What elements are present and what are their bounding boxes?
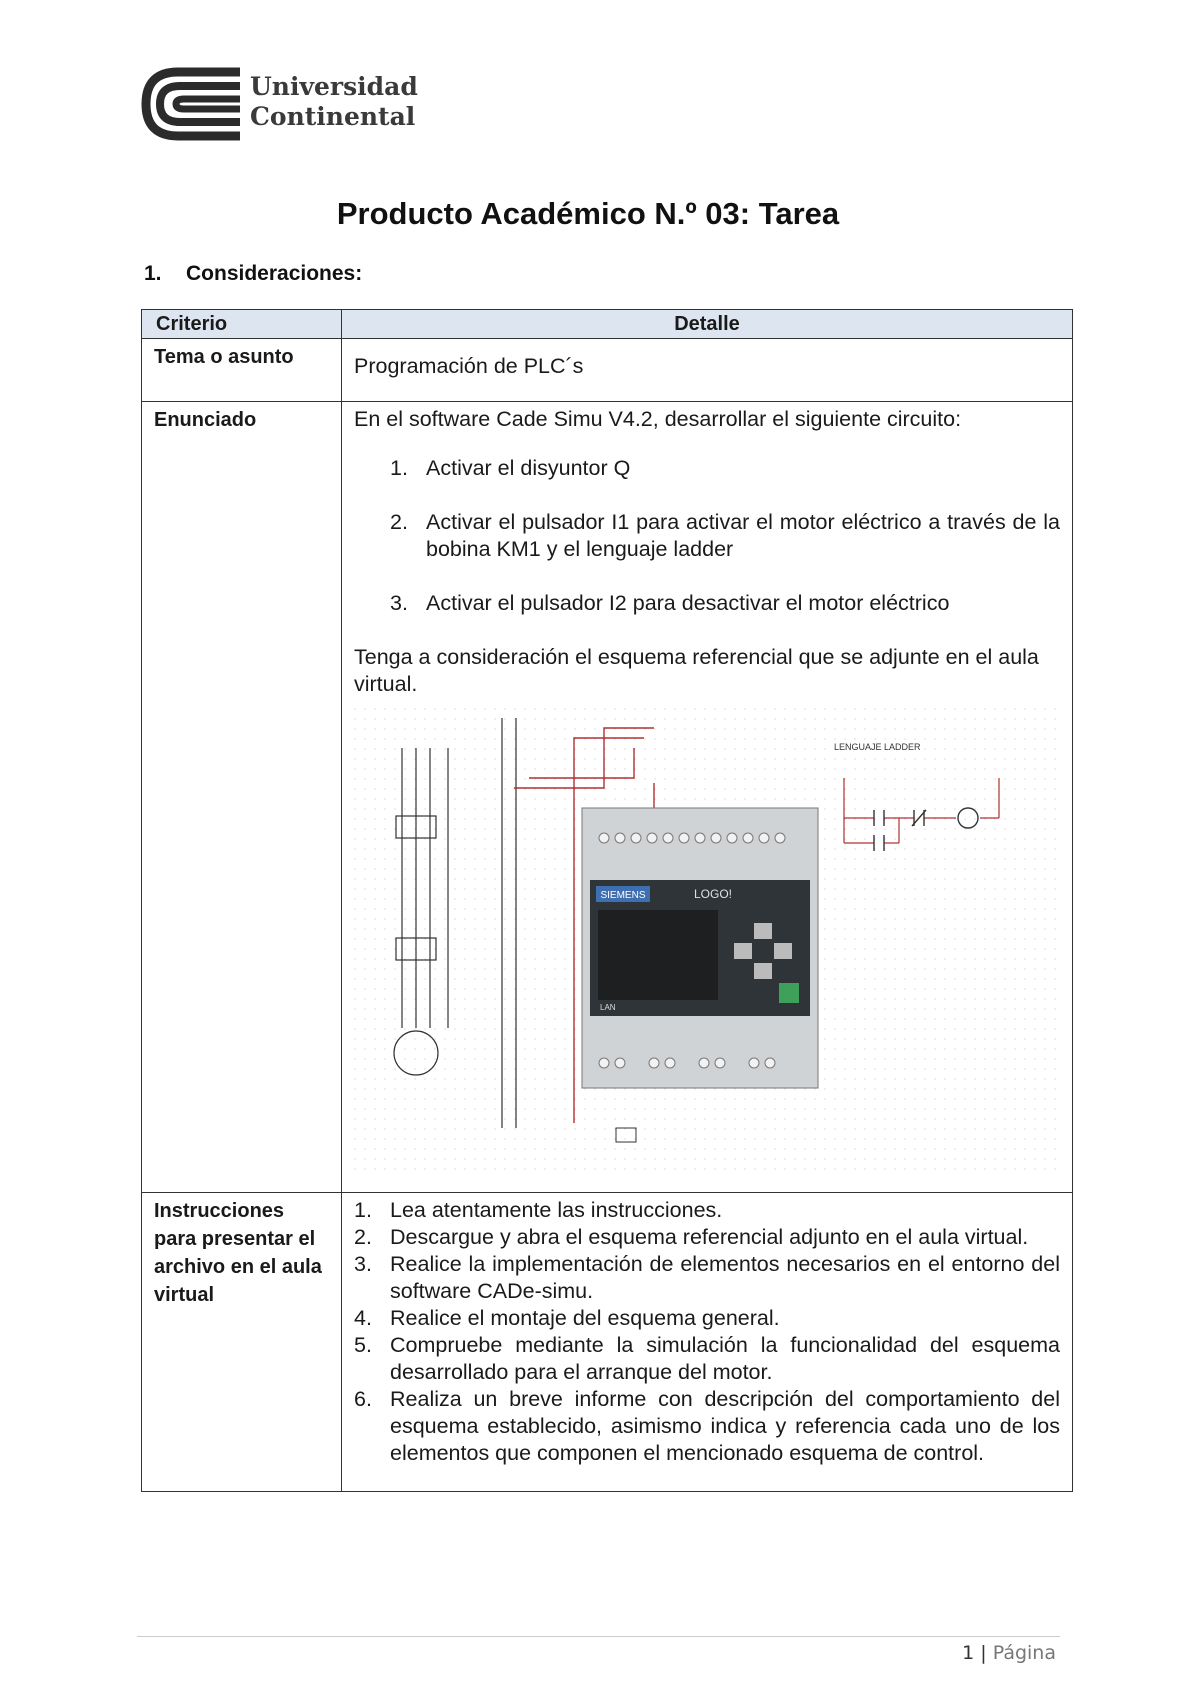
item-number: 2.: [390, 510, 408, 534]
page-number: 1: [962, 1642, 975, 1664]
row-label-instrucciones: Instrucciones para presentar el archivo en el aula virtual: [142, 1193, 342, 1492]
row-value-tema: Programación de PLC´s: [342, 339, 1073, 402]
list-item: [354, 509, 1060, 563]
item-number: 2.: [354, 1225, 372, 1249]
list-item: [354, 590, 1060, 617]
enunciado-list: [354, 455, 1060, 617]
row-label-enunciado: Enunciado: [142, 402, 342, 1193]
document-title: Producto Académico N.º 03: Tarea: [336, 196, 840, 231]
row-value-enunciado: [342, 402, 1073, 1193]
item-number: 1.: [390, 456, 408, 480]
list-item: [354, 1224, 1060, 1251]
ladder-title: LENGUAJE LADDER: [834, 742, 921, 752]
item-text: Activar el pulsador I2 para desactivar el motor eléctrico: [426, 591, 950, 615]
table-row: [142, 1193, 1073, 1492]
instrucciones-list: [354, 1197, 1060, 1467]
section-heading: [144, 262, 362, 286]
row-value-instrucciones: [342, 1193, 1073, 1492]
logo-line-2: Continental: [250, 102, 416, 131]
plc-lan-label: LAN: [600, 1003, 616, 1012]
plc-module: [582, 808, 818, 1088]
list-item: [354, 455, 1060, 482]
plc-brand-label: SIEMENS: [600, 890, 646, 901]
circuit-schematic-figure: [354, 708, 1060, 1178]
item-number: 3.: [354, 1252, 372, 1276]
plc-model-label: LOGO!: [694, 887, 733, 901]
list-item: [354, 1197, 1060, 1224]
item-number: 1.: [354, 1198, 372, 1222]
item-text: Realiza un breve informe con descripción del comportamiento del esquema establecido, asimismo indica y referencia cada uno de los elementos que componen el mencionado esquema de control.: [390, 1387, 1060, 1465]
item-text: Realice la implementación de elementos necesarios en el entorno del software CADe-simu.: [390, 1252, 1060, 1303]
considerations-table: [141, 309, 1073, 1492]
list-item: [354, 1386, 1060, 1467]
column-header-criterio: Criterio: [142, 310, 342, 339]
column-header-detalle: Detalle: [342, 310, 1073, 339]
item-text: Descargue y abra el esquema referencial adjunto en el aula virtual.: [390, 1225, 1029, 1249]
item-text: Activar el pulsador I1 para activar el motor eléctrico a través de la bobina KM1 y el lenguaje ladder: [426, 510, 1060, 561]
item-number: 3.: [390, 591, 408, 615]
table-header-row: [142, 310, 1073, 339]
item-number: 5.: [354, 1333, 372, 1357]
table-row: [142, 339, 1073, 402]
section-label: Consideraciones:: [186, 262, 363, 285]
section-number: 1.: [144, 262, 162, 285]
table-row: [142, 402, 1073, 1193]
logo-wordmark: [250, 72, 418, 132]
footer-separator: |: [980, 1642, 987, 1664]
item-number: 6.: [354, 1387, 372, 1411]
page-footer: [962, 1642, 1056, 1664]
list-item: [354, 1305, 1060, 1332]
item-text: Activar el disyuntor Q: [426, 456, 631, 480]
item-text: Lea atentamente las instrucciones.: [390, 1198, 723, 1222]
row-label-tema: Tema o asunto: [142, 339, 342, 402]
item-text: Compruebe mediante la simulación la funcionalidad del esquema desarrollado para el arranque del motor.: [390, 1333, 1060, 1384]
list-item: [354, 1332, 1060, 1386]
enunciado-note: Tenga a consideración el esquema referencial que se adjunte en el aula virtual.: [354, 645, 1039, 696]
page-label: Página: [992, 1642, 1056, 1664]
item-text: Realice el montaje del esquema general.: [390, 1306, 780, 1330]
enunciado-intro: En el software Cade Simu V4.2, desarrollar el siguiente circuito:: [354, 407, 962, 431]
list-item: [354, 1251, 1060, 1305]
footer-divider: [137, 1636, 1060, 1637]
item-number: 4.: [354, 1306, 372, 1330]
logo-line-1: Universidad: [250, 72, 418, 101]
